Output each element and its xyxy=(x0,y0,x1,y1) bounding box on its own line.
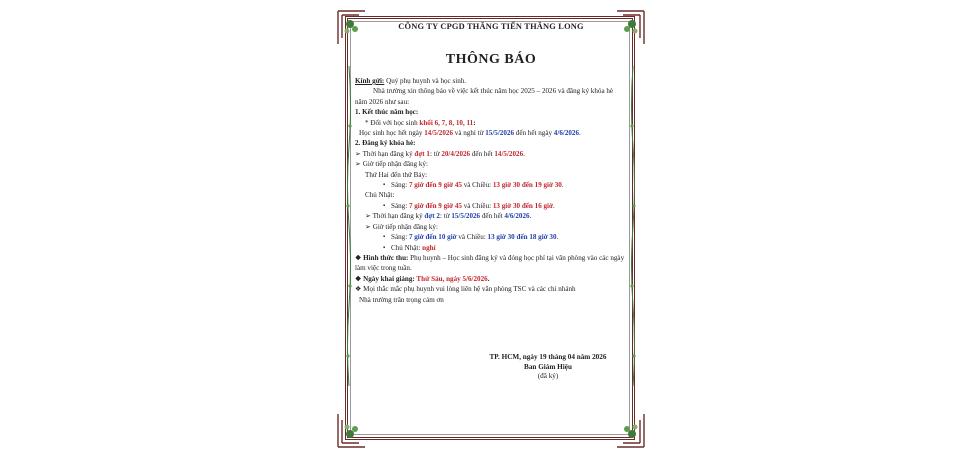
intro-paragraph: Nhà trường xin thông báo về việc kết thúc năm học 2025 – 2026 và đăng ký khóa hè năm 2026 như sau: xyxy=(355,87,614,106)
round2-hours-label: ➢ Giờ tiếp nhận đăng ký: xyxy=(365,222,438,231)
weekday-text-a: Sáng: xyxy=(391,181,409,190)
round2-afternoon: 13 giờ 30 đến 18 giờ 30 xyxy=(487,233,557,242)
round2-text-d: . xyxy=(529,212,532,221)
section2-title-text: 2. Đăng ký khóa hè: xyxy=(355,139,416,148)
place-date: TP. HCM, ngày 19 tháng 04 năm 2026 xyxy=(489,353,607,361)
opening-day-date: Thứ Sáu, ngày 5/6/2026 xyxy=(416,274,488,283)
section1-dates xyxy=(355,128,627,138)
dates-text-b: và nghỉ từ xyxy=(453,129,486,138)
round2-text-afternoon-prefix: và Chiều: xyxy=(456,233,488,242)
round2-period xyxy=(355,211,627,221)
target-grades: khối 6, 7, 8, 10, 11 xyxy=(419,118,474,127)
section1-title-text: 1. Kết thúc năm học: xyxy=(355,108,419,117)
opening-day-end: . xyxy=(487,274,490,283)
round2-sunday-value: nghỉ xyxy=(422,243,436,252)
target-suffix: : xyxy=(473,118,476,127)
corner-ornament-bottom-left xyxy=(335,410,369,450)
target-prefix: * Đối với học sinh xyxy=(365,118,420,127)
date-until: 4/6/2026 xyxy=(553,129,580,138)
vine-ornament-right xyxy=(629,66,637,386)
date-break: 15/5/2026 xyxy=(485,129,514,138)
vine-ornament-left xyxy=(345,66,353,386)
round1-hours-label: ➢ Giờ tiếp nhận đăng ký: xyxy=(355,160,428,169)
round2-label: đợt 2 xyxy=(424,212,440,221)
round1-to: 14/5/2026 xyxy=(494,149,524,158)
round1-text-a: ➢ Thời hạn đăng ký xyxy=(355,149,415,158)
section1-target xyxy=(355,118,627,128)
opening-day xyxy=(355,274,627,284)
dates-text-d: . xyxy=(579,129,581,138)
weekday-text-b: và Chiều: xyxy=(461,181,493,190)
payment-method xyxy=(355,253,627,274)
contact-line: ❖ Mọi thắc mắc phụ huynh vui lòng liên hệ văn phòng TSC và các chi nhánh xyxy=(355,285,576,294)
section2-title xyxy=(355,138,627,148)
round1-text-d: . xyxy=(523,149,525,158)
sunday-hours xyxy=(355,201,627,211)
round2-text-end: . xyxy=(556,233,559,242)
round2-text-b: : từ xyxy=(439,212,452,221)
thanks-line: Nhà trường trân trọng cảm ơn xyxy=(359,295,444,304)
payment-method-text: Phụ huynh – Học sinh đăng ký và đóng học phí tại văn phòng vào các ngày làm việc trong tuần. xyxy=(355,253,625,273)
notice-document xyxy=(333,6,649,452)
notice-title: THÔNG BÁO xyxy=(445,52,537,67)
round2-sunday xyxy=(355,243,627,253)
section1-title xyxy=(355,107,627,117)
round2-text-a: ➢ Thời hạn đăng ký xyxy=(365,212,425,221)
sunday-afternoon: 13 giờ 30 đến 16 giờ xyxy=(492,201,553,210)
date-end: 14/5/2026 xyxy=(424,129,453,138)
weekday-text-c: . xyxy=(561,181,564,190)
round2-text-morning-prefix: Sáng: xyxy=(391,233,409,242)
round1-period xyxy=(355,149,627,159)
sunday-morning: 7 giờ đến 9 giờ 45 xyxy=(408,201,462,210)
sunday-text-c: . xyxy=(552,201,555,210)
greeting-line xyxy=(355,76,627,86)
dates-text-c: đến hết ngày xyxy=(514,129,554,138)
round2-hours xyxy=(355,232,627,242)
company-name: CÔNG TY CPGD THĂNG TIẾN THĂNG LONG xyxy=(398,22,584,31)
notice-body xyxy=(355,76,627,305)
round2-text-c: đến hết xyxy=(480,212,505,221)
round2-morning: 7 giờ đến 10 giờ xyxy=(408,233,457,242)
dates-text-a: Học sinh học hết ngày xyxy=(359,129,425,138)
weekday-label: Thứ Hai đến thứ Bảy: xyxy=(365,170,428,179)
round2-sunday-label: Chủ Nhật: xyxy=(391,243,423,252)
round1-text-b: : từ xyxy=(429,149,442,158)
signatory: Ban Giám Hiệu xyxy=(524,362,572,371)
weekday-morning: 7 giờ đến 9 giờ 45 xyxy=(408,181,462,190)
greeting-label: Kính gửi: xyxy=(355,77,385,85)
sunday-text-a: Sáng: xyxy=(391,201,409,210)
round1-from: 20/4/2026 xyxy=(441,149,471,158)
payment-method-label: ❖ Hình thức thu: xyxy=(355,253,409,262)
signature-block xyxy=(473,353,623,382)
round2-to: 4/6/2026 xyxy=(504,212,530,221)
signed-note: (đã ký) xyxy=(537,372,559,381)
greeting-text: Quý phụ huynh và học sinh. xyxy=(384,77,467,85)
sunday-text-b: và Chiều: xyxy=(461,201,493,210)
round1-label: đợt 1 xyxy=(414,149,430,158)
opening-day-label: ❖ Ngày khai giảng: xyxy=(355,274,417,283)
round1-text-c: đến hết xyxy=(470,149,495,158)
sunday-label: Chủ Nhật: xyxy=(365,191,395,200)
weekday-hours xyxy=(355,180,627,190)
round2-from: 15/5/2026 xyxy=(451,212,481,221)
weekday-afternoon: 13 giờ 30 đến 19 giờ 30 xyxy=(492,181,562,190)
corner-ornament-bottom-right xyxy=(613,410,647,450)
